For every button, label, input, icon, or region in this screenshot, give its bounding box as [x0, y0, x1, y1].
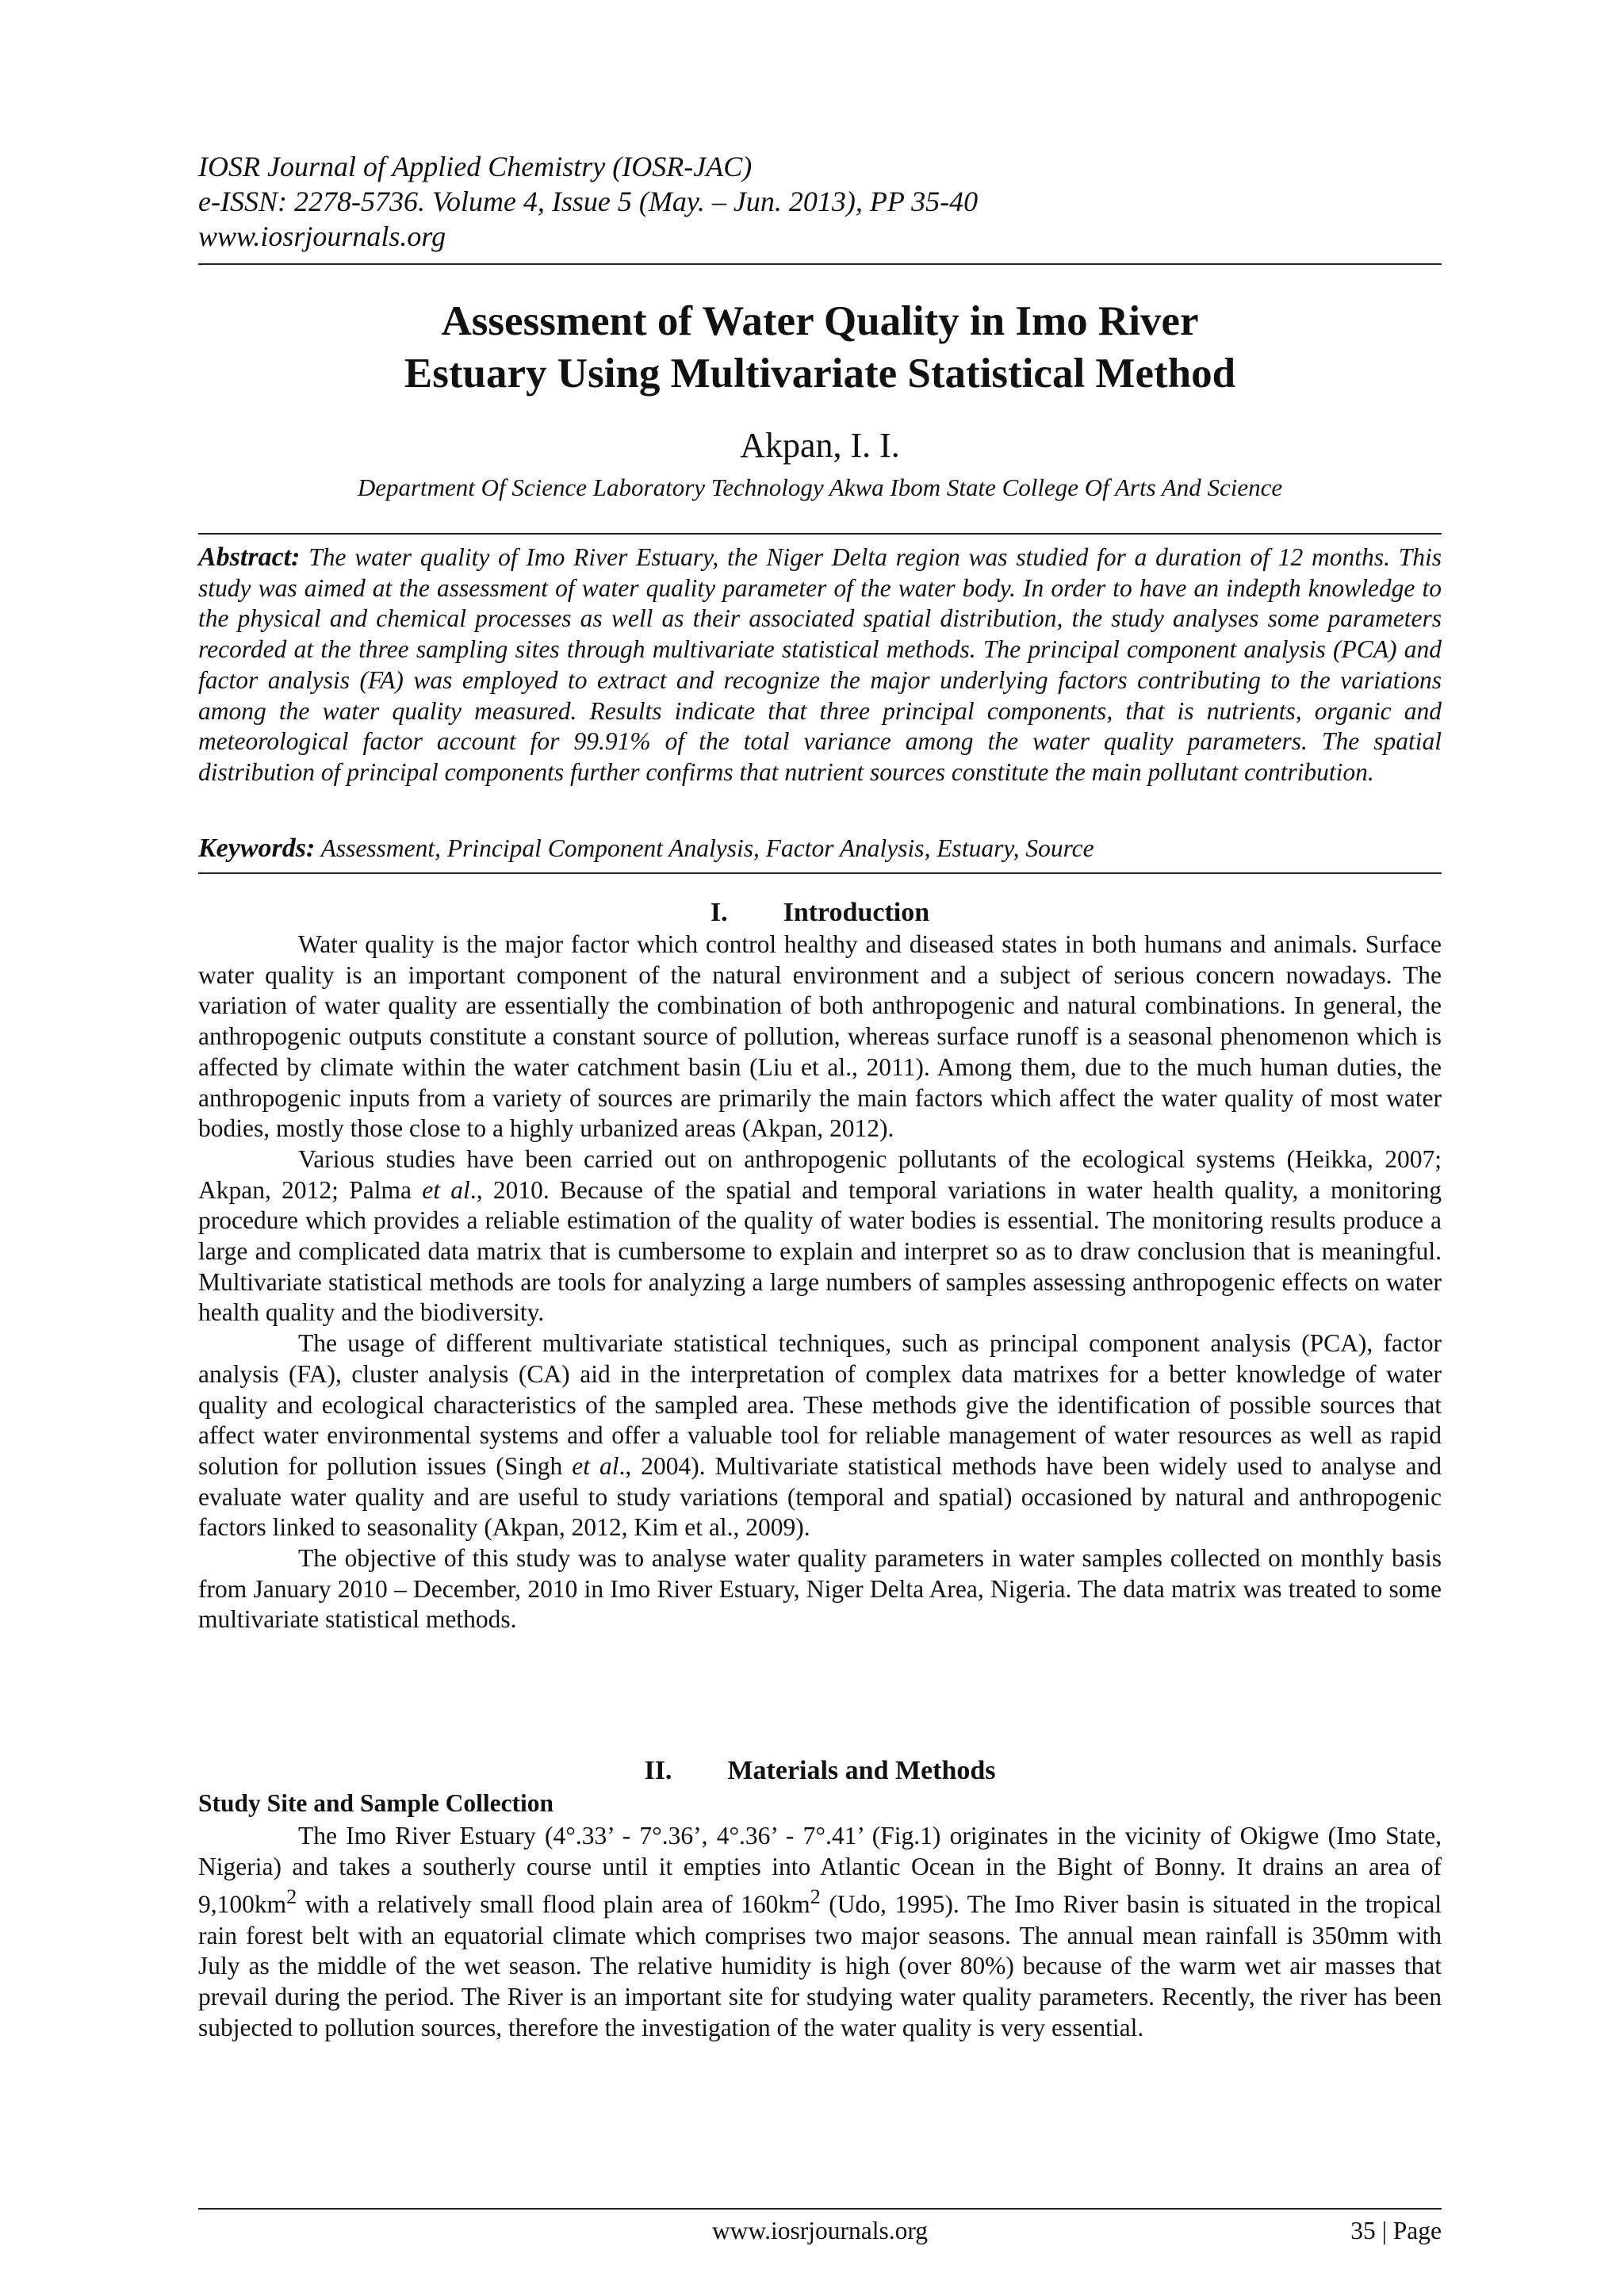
paragraph: The usage of different multivariate statistical techniques, such as principal component analysis (PCA), factor analysis (FA), cluster analysis (CA) aid in the interpretation of complex data matrixes for a better knowledge of water quality and ecological characteristics of the sampled area. These methods give the identification of possible sources that affect water environmental systems and offer a valuable tool for reliable management of water resources as well as rapid solution for pollution issues (Singh et al., 2004). Multivariate statistical methods have been widely used to analyse and evaluate water quality and are useful to study variations (temporal and spatial) occasioned by natural and anthropogenic factors linked to seasonality (Akpan, 2012, Kim et al., 2009). [198, 1329, 1442, 1542]
keywords-text: Assessment, Principal Component Analysis, Factor Analysis, Estuary, Source [320, 834, 1094, 862]
title-line-1: Assessment of Water Quality in Imo River [441, 298, 1199, 344]
abstract-bottom-divider [198, 872, 1442, 874]
author-affiliation: Department Of Science Laboratory Technology Akwa Ibom State College Of Arts And Science [357, 473, 1283, 501]
methods-body [198, 1821, 1442, 2043]
section-number: II. [644, 1756, 672, 1785]
keywords [198, 833, 1442, 864]
journal-name: IOSR Journal of Applied Chemistry (IOSR-JAC) [198, 151, 753, 182]
abstract-text: The water quality of Imo River Estuary, the Niger Delta region was studied for a duration of 12 months. This study was aimed at the assessment of water quality parameter of the water body. In order to have an indepth knowledge to the physical and chemical processes as well as their associated spatial distribution, the study analyses some parameters recorded at the three sampling sites through multivariate statistical methods. The principal component analysis (PCA) and factor analysis (FA) was employed to extract and recognize the major underlying factors contributing to the variations among the water quality measured. Results indicate that three principal components, that is nutrients, organic and meteorological factor account for 99.91% of the total variance among the water quality parameters. The spatial distribution of principal components further confirms that nutrient sources constitute the main pollutant contribution. [198, 543, 1442, 786]
section-title: Introduction [783, 898, 930, 927]
author-name: Akpan, I. I. [740, 426, 900, 465]
abstract-top-divider [198, 533, 1442, 535]
journal-issn-line: e-ISSN: 2278-5736. Volume 4, Issue 5 (May. – Jun. 2013), PP 35-40 [198, 186, 979, 217]
paragraph: Various studies have been carried out on anthropogenic pollutants of the ecological systems (Heikka, 2007; Akpan, 2012; Palma et al., 2010. Because of the spatial and temporal variations in water health quality, a monitoring procedure which provides a reliable estimation of the quality of water bodies is essential. The monitoring results produce a large and complicated data matrix that is cumbersome to explain and interpret so as to draw conclusion that is meaningful. Multivariate statistical methods are tools for analyzing a large numbers of samples assessing anthropogenic effects on water health quality and the biodiversity. [198, 1144, 1442, 1327]
section-number: I. [710, 898, 728, 927]
section-heading-materials-methods [198, 1755, 1442, 1787]
journal-header [198, 149, 1435, 254]
subsection-heading: Study Site and Sample Collection [198, 1789, 554, 1817]
title-line-2: Estuary Using Multivariate Statistical Method [404, 351, 1236, 397]
keywords-label: Keywords: [198, 834, 316, 863]
header-divider [198, 263, 1442, 265]
paragraph: The objective of this study was to analyse water quality parameters in water samples collected on monthly basis from January 2010 – December, 2010 in Imo River Estuary, Niger Delta Area, Nigeria. The data matrix was treated to some multivariate statistical methods. [198, 1544, 1442, 1634]
footer-website: www.iosrjournals.org [711, 2217, 929, 2244]
paper-title [198, 295, 1442, 400]
footer-divider [198, 2208, 1442, 2210]
section-heading-introduction [198, 897, 1442, 929]
journal-website: www.iosrjournals.org [198, 220, 446, 252]
abstract [198, 542, 1442, 788]
abstract-label: Abstract: [198, 542, 301, 572]
introduction-body [198, 930, 1442, 1635]
section-title: Materials and Methods [727, 1756, 996, 1785]
paragraph: Water quality is the major factor which control healthy and diseased states in both humans and animals. Surface water quality is an important component of the natural environment and a subject of serious concern nowadays. The variation of water quality are essentially the combination of both anthropogenic and natural combinations. In general, the anthropogenic outputs constitute a constant source of pollution, whereas surface runoff is a seasonal phenomenon which is affected by climate within the water catchment basin (Liu et al., 2011). Among them, due to the much human duties, the anthropogenic inputs from a variety of sources are primarily the main factors which affect the water quality of most water bodies, mostly those close to a highly urbanized areas (Akpan, 2012). [198, 930, 1442, 1143]
paragraph: The Imo River Estuary (4°.33’ - 7°.36’, 4°.36’ - 7°.41’ (Fig.1) originates in the vicinity of Okigwe (Imo State, Nigeria) and takes a southerly course until it empties into Atlantic Ocean in the Bight of Bonny. It drains an area of $9,100km^2$ with a relatively small flood plain area of $160km^2$ (Udo, 1995). The Imo River basin is situated in the tropical rain forest belt with an equatorial climate which comprises two major seasons. The annual mean rainfall is 350mm with July as the middle of the wet season. The relative humidity is high (over 80%) because of the warm wet air masses that prevail during the period. The River is an important site for studying water quality parameters. Recently, the river has been subjected to pollution sources, therefore the investigation of the water quality is very essential. [198, 1822, 1442, 2041]
page-number: 35 | Page [1350, 2217, 1442, 2244]
